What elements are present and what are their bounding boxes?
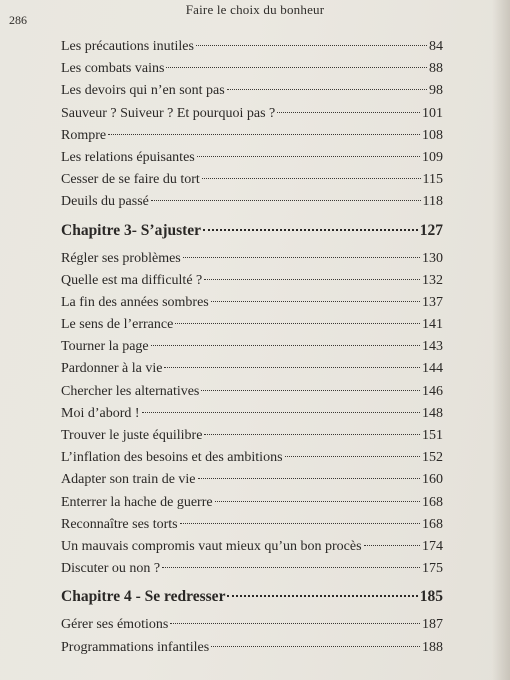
toc-chapter-row bbox=[61, 214, 443, 248]
dot-leader bbox=[285, 456, 420, 457]
dot-leader bbox=[142, 412, 420, 413]
entry-title: Chercher les alternatives bbox=[61, 383, 200, 399]
entry-title: Les combats vains bbox=[61, 61, 165, 77]
chapter-title: Chapitre 3- S’ajuster bbox=[61, 221, 202, 239]
dot-leader bbox=[227, 89, 427, 90]
dot-leader bbox=[204, 279, 420, 280]
toc-row bbox=[61, 125, 443, 147]
toc-row bbox=[61, 614, 443, 636]
dot-leader bbox=[227, 595, 417, 597]
toc-row bbox=[61, 36, 443, 58]
entry-title: Régler ses problèmes bbox=[61, 250, 181, 266]
toc-chapter-row bbox=[61, 580, 443, 614]
dot-leader bbox=[211, 301, 420, 302]
table-of-contents bbox=[61, 36, 443, 659]
chapter-title: Chapitre 4 - Se redresser bbox=[61, 588, 226, 606]
dot-leader bbox=[197, 156, 420, 157]
dot-leader bbox=[180, 523, 420, 524]
entry-title: Gérer ses émotions bbox=[61, 617, 169, 633]
dot-leader bbox=[202, 178, 421, 179]
entry-title: Quelle est ma difficulté ? bbox=[61, 272, 203, 288]
toc-row bbox=[61, 191, 443, 213]
entry-page-number: 143 bbox=[422, 339, 443, 355]
entry-title: L’inflation des besoins et des ambitions bbox=[61, 450, 283, 466]
entry-title: Le sens de l’errance bbox=[61, 317, 174, 333]
entry-page-number: 127 bbox=[419, 221, 443, 239]
dot-leader bbox=[198, 478, 420, 479]
toc-row bbox=[61, 80, 443, 102]
entry-title: Rompre bbox=[61, 127, 107, 143]
page-gutter-shadow bbox=[492, 0, 510, 680]
toc-row bbox=[61, 536, 443, 558]
entry-title: Reconnaître ses torts bbox=[61, 516, 178, 532]
dot-leader bbox=[183, 257, 420, 258]
dot-leader bbox=[162, 567, 420, 568]
entry-page-number: 185 bbox=[419, 588, 443, 606]
entry-page-number: 151 bbox=[422, 428, 443, 443]
entry-page-number: 168 bbox=[422, 494, 443, 510]
entry-title: Moi d’abord ! bbox=[61, 405, 140, 421]
dot-leader bbox=[364, 545, 420, 546]
dot-leader bbox=[151, 200, 421, 201]
toc-row bbox=[61, 270, 443, 292]
entry-title: Discuter ou non ? bbox=[61, 561, 161, 577]
toc-row bbox=[61, 103, 443, 125]
entry-page-number: 98 bbox=[429, 83, 443, 99]
entry-page-number: 101 bbox=[422, 105, 443, 121]
dot-leader bbox=[166, 67, 427, 68]
entry-page-number: 175 bbox=[422, 561, 443, 577]
dot-leader bbox=[151, 345, 420, 346]
entry-page-number: 118 bbox=[422, 194, 443, 210]
toc-row bbox=[61, 248, 443, 270]
entry-page-number: 115 bbox=[422, 172, 443, 188]
entry-page-number: 109 bbox=[422, 149, 443, 165]
entry-title: Pardonner à la vie bbox=[61, 361, 163, 377]
entry-title: Un mauvais compromis vaut mieux qu’un bon procès bbox=[61, 538, 362, 554]
entry-page-number: 84 bbox=[429, 39, 443, 54]
entry-title: Deuils du passé bbox=[61, 194, 149, 210]
entry-title: Les relations épuisantes bbox=[61, 149, 195, 165]
entry-title: Tourner la page bbox=[61, 339, 149, 355]
entry-page-number: 130 bbox=[422, 250, 443, 266]
entry-page-number: 188 bbox=[422, 639, 443, 655]
toc-row bbox=[61, 58, 443, 80]
dot-leader bbox=[175, 323, 420, 324]
dot-leader bbox=[201, 390, 420, 391]
entry-page-number: 152 bbox=[422, 450, 443, 466]
entry-page-number: 144 bbox=[422, 361, 443, 377]
entry-title: Cesser de se faire du tort bbox=[61, 172, 200, 188]
entry-page-number: 168 bbox=[422, 516, 443, 532]
entry-page-number: 174 bbox=[422, 538, 443, 554]
page-number: 286 bbox=[9, 13, 27, 27]
dot-leader bbox=[164, 367, 420, 368]
toc-row bbox=[61, 358, 443, 380]
entry-page-number: 137 bbox=[422, 294, 443, 310]
entry-title: Adapter son train de vie bbox=[61, 472, 196, 488]
entry-page-number: 88 bbox=[429, 61, 443, 77]
dot-leader bbox=[203, 229, 418, 231]
toc-row bbox=[61, 558, 443, 580]
toc-row bbox=[61, 514, 443, 536]
toc-row bbox=[61, 336, 443, 358]
dot-leader bbox=[211, 646, 420, 647]
dot-leader bbox=[170, 623, 420, 624]
entry-title: Sauveur ? Suiveur ? Et pourquoi pas ? bbox=[61, 105, 276, 121]
dot-leader bbox=[277, 112, 420, 113]
toc-row bbox=[61, 314, 443, 336]
entry-title: La fin des années sombres bbox=[61, 294, 209, 310]
toc-row bbox=[61, 637, 443, 659]
toc-row bbox=[61, 425, 443, 447]
toc-row bbox=[61, 447, 443, 469]
toc-row bbox=[61, 381, 443, 403]
entry-page-number: 146 bbox=[422, 383, 443, 399]
entry-page-number: 148 bbox=[422, 405, 443, 421]
dot-leader bbox=[204, 434, 420, 435]
dot-leader bbox=[215, 501, 420, 502]
entry-page-number: 132 bbox=[422, 272, 443, 288]
entry-page-number: 108 bbox=[422, 127, 443, 143]
entry-title: Enterrer la hache de guerre bbox=[61, 494, 213, 510]
dot-leader bbox=[108, 134, 420, 135]
entry-page-number: 160 bbox=[422, 472, 443, 488]
entry-title: Les précautions inutiles bbox=[61, 39, 194, 54]
toc-row bbox=[61, 147, 443, 169]
entry-title: Trouver le juste équilibre bbox=[61, 428, 203, 443]
entry-title: Programmations infantiles bbox=[61, 639, 210, 655]
toc-row bbox=[61, 169, 443, 191]
toc-row bbox=[61, 469, 443, 491]
running-title: Faire le choix du bonheur bbox=[185, 2, 325, 17]
dot-leader bbox=[196, 45, 427, 46]
entry-title: Les devoirs qui n’en sont pas bbox=[61, 83, 225, 99]
toc-row bbox=[61, 292, 443, 314]
toc-row bbox=[61, 403, 443, 425]
entry-page-number: 187 bbox=[422, 617, 443, 633]
toc-row bbox=[61, 492, 443, 514]
entry-page-number: 141 bbox=[422, 317, 443, 333]
